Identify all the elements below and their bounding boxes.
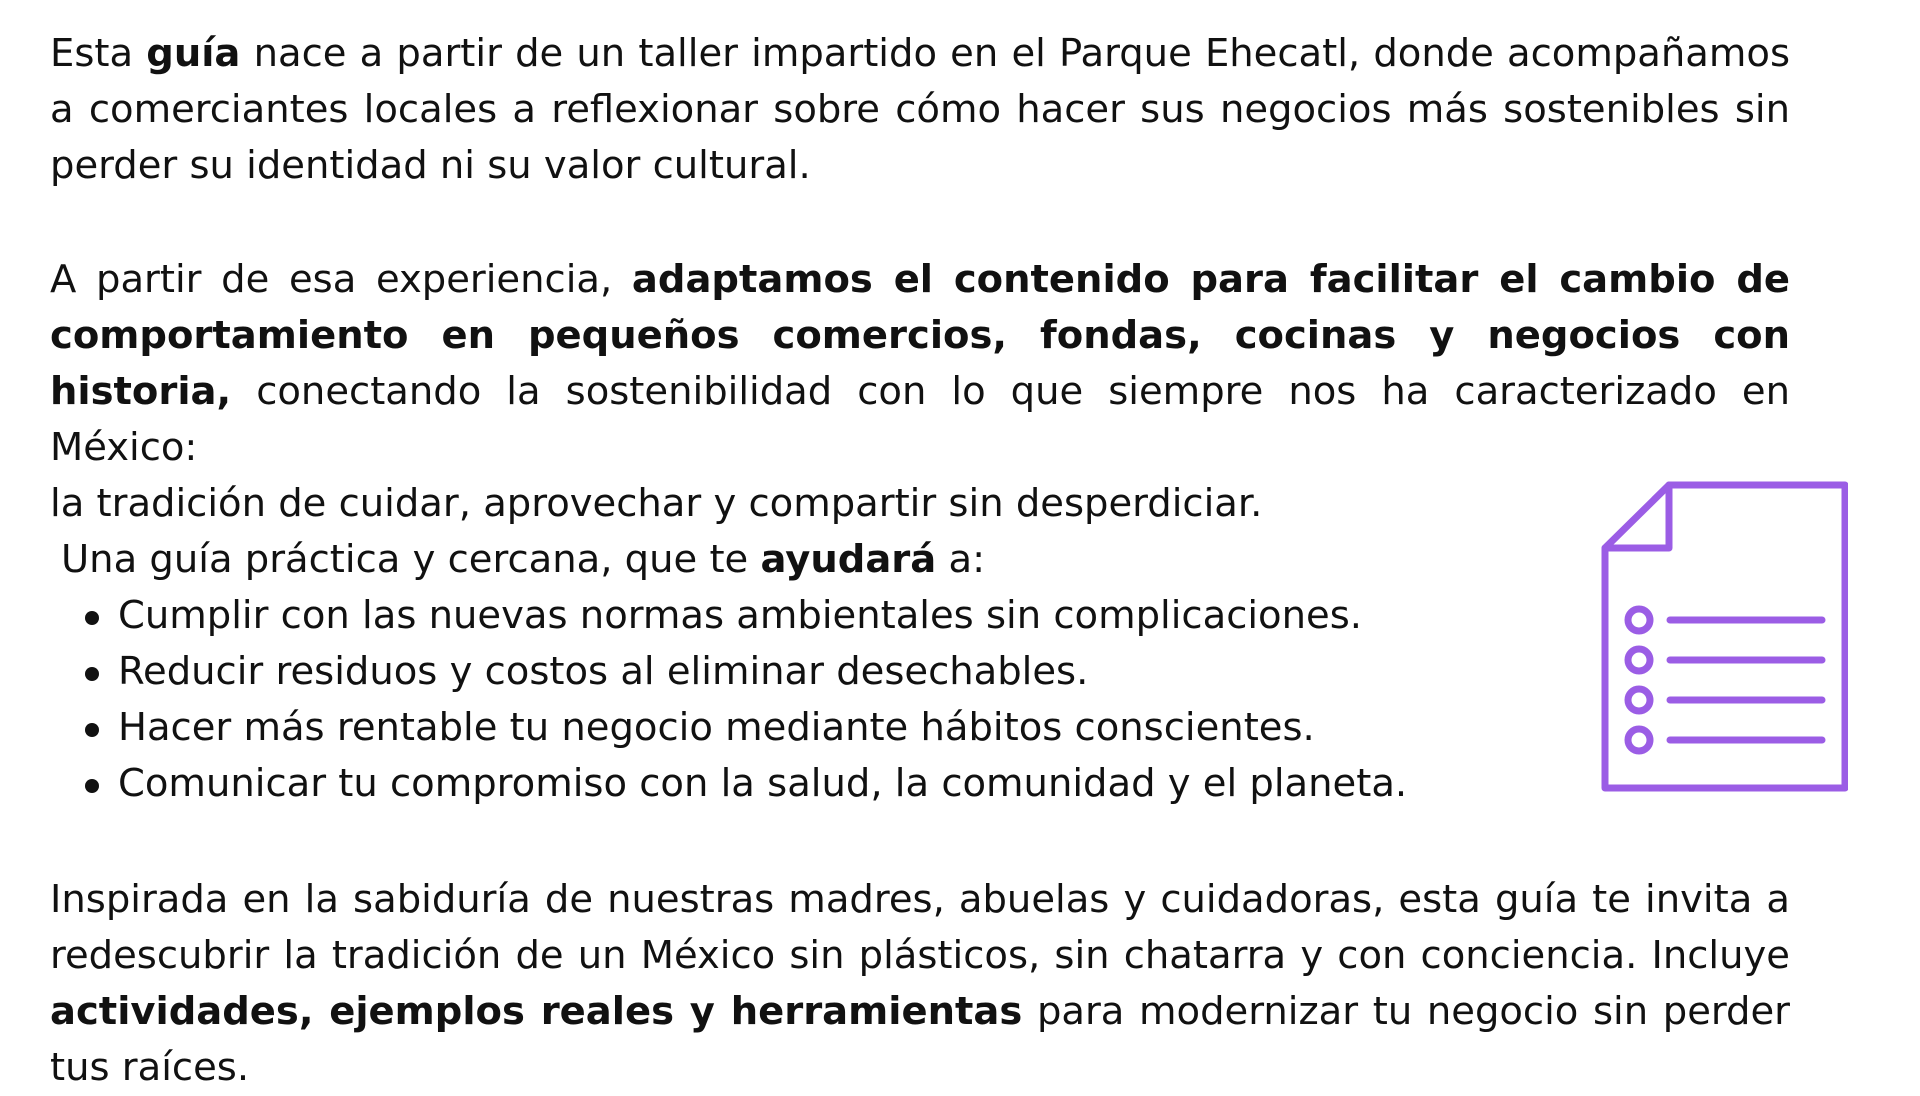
text-span: Esta bbox=[50, 31, 147, 76]
tradition-line: la tradición de cuidar, aprovechar y compartir sin desperdiciar. bbox=[50, 481, 1263, 526]
bold-keyword-guia: guía bbox=[146, 31, 241, 76]
benefits-intro bbox=[61, 532, 985, 588]
bullet-dot bbox=[85, 667, 99, 681]
bullet-dot bbox=[85, 611, 99, 625]
bold-resources-statement: actividades, ejemplos reales y herramientas bbox=[50, 989, 1023, 1034]
bullet-dot bbox=[85, 779, 99, 793]
text-span: conectando la sostenibilidad con lo que siempre nos ha caracterizado en México: bbox=[50, 369, 1790, 470]
text-span: para modernizar tu negocio sin perder tus raíces. bbox=[50, 989, 1791, 1090]
bold-keyword-ayudara: ayudará bbox=[760, 537, 937, 582]
text-span: A partir de esa experiencia, bbox=[50, 257, 632, 302]
text-span: nace a partir de un taller impartido en el Parque Ehecatl, donde acompañamos a comerciantes locales a reflexionar sobre cómo hacer sus negocios más sostenibles sin perder su identidad ni su valor cultural. bbox=[50, 31, 1791, 188]
text-span: a: bbox=[936, 537, 986, 582]
bullet-dot bbox=[85, 723, 99, 737]
text-span: Inspirada en la sabiduría de nuestras madres, abuelas y cuidadoras, esta guía te invita a redescubrir la tradición de un México sin plásticos, sin chatarra y con conciencia. Incluye bbox=[50, 877, 1790, 978]
list-item-text: Comunicar tu compromiso con la salud, la comunidad y el planeta. bbox=[118, 761, 1408, 806]
inspiration-paragraph bbox=[50, 872, 1790, 1096]
bold-adaptation-statement: adaptamos el contenido para facilitar el cambio de comportamiento en pequeños comercios, fondas, cocinas y negocios con historia, bbox=[50, 257, 1790, 414]
list-item bbox=[0, 644, 1407, 700]
experience-paragraph bbox=[50, 252, 1790, 532]
list-item-text: Hacer más rentable tu negocio mediante hábitos conscientes. bbox=[118, 705, 1315, 750]
document-list-icon bbox=[1600, 480, 1848, 792]
text-span: Una guía práctica y cercana, que te bbox=[61, 537, 761, 582]
intro-paragraph bbox=[50, 26, 1790, 194]
list-item bbox=[0, 756, 1407, 812]
list-item bbox=[0, 588, 1407, 644]
list-item bbox=[0, 700, 1407, 756]
list-item-text: Reducir residuos y costos al eliminar desechables. bbox=[118, 649, 1089, 694]
list-item-text: Cumplir con las nuevas normas ambientales sin complicaciones. bbox=[118, 593, 1362, 638]
benefits-list bbox=[0, 588, 1407, 812]
